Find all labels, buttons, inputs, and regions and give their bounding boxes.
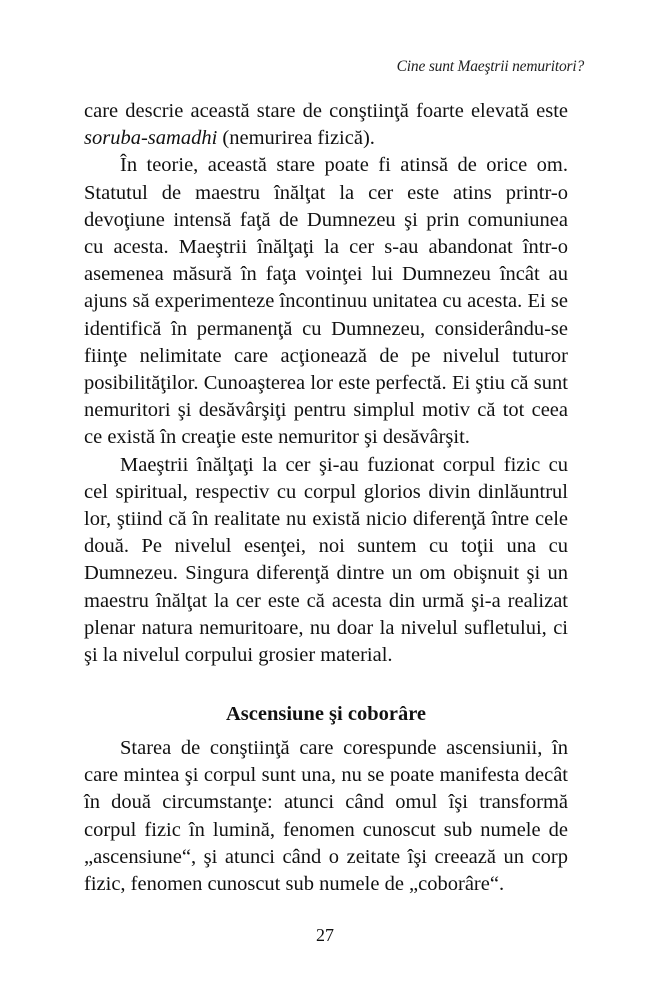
paragraph: Starea de conştiinţă care corespunde ascensiunii, în care mintea şi corpul sunt una, nu se poate manifesta decât în două circumstanţe: atunci când omul îşi transformă corpul fizic în lumină, fenomen cunoscut sub numele de „ascensiune“, şi atunci când o zeitate îşi creează un corp fizic, fenomen cunoscut sub numele de „coborâre“. bbox=[84, 737, 568, 896]
paragraph-text-tail: (nemurirea fizică). bbox=[217, 127, 375, 150]
paragraph-continued bbox=[84, 98, 568, 152]
sanskrit-term: soruba-samadhi bbox=[84, 127, 218, 150]
paragraph-text: care descrie această stare de conştiinţă foarte elevată este bbox=[84, 100, 568, 122]
paragraph: În teorie, această stare poate fi atinsă de orice om. Statutul de maestru înălţat la cer este atins printr-o devoţiune intensă faţă de Dumnezeu şi prin comuniunea cu acesta. Maeştrii înălţaţi la cer s-au abandonat într-o asemenea măsură în faţa voinţei lui Dumnezeu încât au ajuns să experimenteze încontinuu unitatea cu acesta. Ei se identifică în permanenţă cu Dumnezeu, considerându-se fiinţe nelimitate care acţionează de pe nivelul tuturor posibilităţilor. Cunoaşterea lor este perfectă. Ei ştiu că sunt nemuritori şi desăvârşiţi pentru simplul motiv că tot ceea ce există în creaţie este nemuritor şi desăvârşit. bbox=[84, 154, 568, 449]
body-text-bottom bbox=[84, 735, 568, 898]
page-number: 27 bbox=[316, 925, 334, 945]
paragraph: Maeştrii înălţaţi la cer şi-au fuzionat corpul fizic cu cel spiritual, respectiv cu corpul glorios divin dinlăuntrul lor, ştiind că în realitate nu există nicio diferenţă între cele două. Pe nivelul esenţei, noi suntem cu toţii una cu Dumnezeu. Singura diferenţă dintre un om obişnuit şi un maestru înălţat la cer este că acesta din urmă şi-a realizat plenar natura nemuritoare, nu doar la nivelul sufletului, ci şi la nivelul corpului grosier material. bbox=[84, 453, 568, 667]
running-header: Cine sunt Maeştrii nemuritori? bbox=[396, 58, 584, 75]
section-heading: Ascensiune şi coborâre bbox=[225, 703, 427, 725]
body-text-top bbox=[84, 98, 568, 669]
